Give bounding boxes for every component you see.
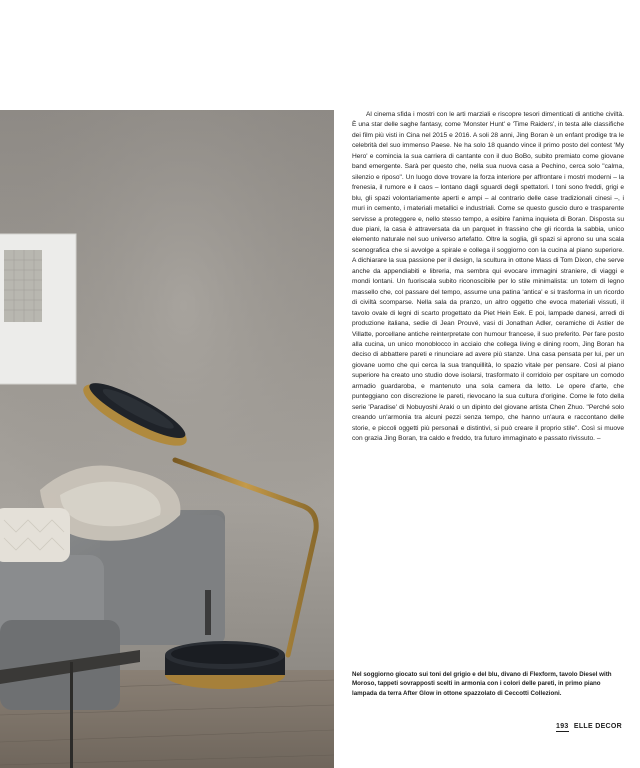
living-room-illustration bbox=[0, 110, 334, 768]
article-paragraph: Al cinema sfida i mostri con le arti marziali e riscopre tesori dimenticati di antiche civiltà. È una star delle saghe fantasy, come 'Monster Hunt' e 'Time Raiders', in testa alle classifiche dei film più visti in Cina nel 2015 e 2016. A soli 28 anni, Jing Boran è un enfant prodige tra le celebrità del suo immenso Paese. Ne ha solo 18 quando vince il primo posto del contest 'My Hero' e comincia la sua carriera di cantante con il duo BoBo, subito premiato come giovane band emergente. Sarà per questo che, nella sua nuova casa a Pechino, cerca solo "calma, silenzio e riposo". Un luogo dove trovare la forza interiore per affrontare i mostri moderni – la frenesia, il rumore e il caos – lontano dagli sguardi degli spettatori. I toni sono freddi, grigi e blu, gli spazi volontariamente aperti e ampi – al contrario delle case tradizionali cinesi –, i muri in cemento, i materiali metallici e industriali. Come se questo guscio duro e trasparente servisse a proteggere e, nello stesso tempo, a esibire l'anima inquieta di Boran. Disposta su due piani, la casa è attraversata da un parquet in frassino che gli ricorda la sabbia, unico elemento naturale nel suo universo artefatto. Oltre la soglia, gli spazi si aprono su una scala scenografica che si avvolge a spirale e collega il soggiorno con la cucina al piano superiore. A dichiarare la sua passione per il design, la scultura in ottone Mass di Tom Dixon, che serve anche da appendiabiti e libreria, ma sembra qui evocare immagini straniere, di viaggi e mondi lontani. Un fuoriscala subito riconoscibile per lo stile minimalista: un totem di legno massello che, col passare del tempo, assume una patina 'antica' e si trasforma in un ricordo di civiltà scomparse. Nella sala da pranzo, un altro oggetto che evoca materiali vissuti, il tavolo ovale di legni di scarto progettato da Piet Hein Eek. E poi, lampade danesi, arredi di produzione italiana, sedie di Jean Prouvé, vasi di Jonathan Adler, ceramiche di Astier de Villatte, porcellane antiche reinterpretate con humour francese, il suo preferito. Per fare posto alla cucina, un unico monoblocco in acciaio che collega living e dining room, Jing Boran ha deciso di abbattere pareti e rinunciare ad avere più stanze. Una casa pensata per lui, per un giovane uomo che qui cerca la sua tranquillità, lo spazio vitale per pensare. Così al piano superiore ha creato uno studio dove isolarsi, trasformato il corridoio per ospitare un comodo armadio guardaroba, e mantenuto una sola camera da letto. Le opere d'arte, che punteggiano con discrezione le pareti, rievocano la sua cultura d'origine. Come le foto della serie 'Paradise' di Nobuyoshi Araki o un dipinto del giovane artista Chen Zhuo. "Perché solo creando un'armonia tra alcuni pezzi senza tempo, che hanno un'aura e raccontano delle storie, e piccoli oggetti più personali e distintivi, si può creare il proprio stile". Così si muove con grazia Jing Boran, tra caldo e freddo, tra futuro immaginato e passato rivissuto. – bbox=[352, 111, 624, 443]
folio bbox=[556, 723, 622, 730]
framed-artwork bbox=[0, 234, 76, 384]
photo-caption: Nel soggiorno giocato sui toni del grigio e del blu, divano di Flexform, tavolo Diesel with Moroso, tappeti sovrapposti scelti in armonia con i colori delle pareti, in primo piano lampada da terra After Glow in ottone spazzolato di Ceccotti Collezioni. bbox=[352, 671, 612, 697]
page-number: 193 bbox=[556, 723, 569, 730]
magazine-name: ELLE DECOR bbox=[573, 723, 622, 730]
living-room-photo bbox=[0, 110, 334, 768]
article-body bbox=[352, 110, 624, 445]
